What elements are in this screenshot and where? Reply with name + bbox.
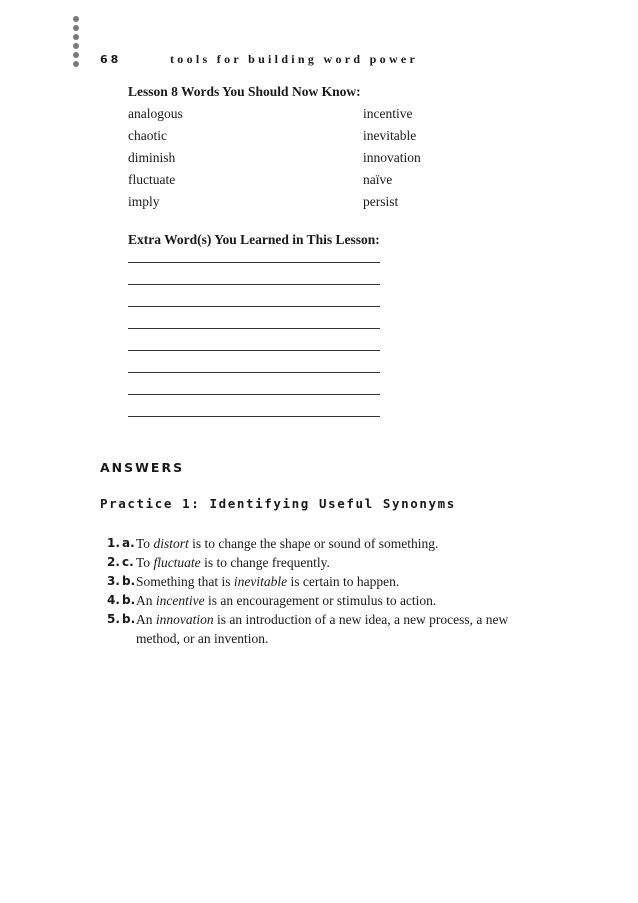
answer-letter: b. bbox=[122, 574, 136, 588]
page-header bbox=[100, 52, 418, 67]
words-section-title: Lesson 8 Words You Should Now Know: bbox=[128, 84, 361, 99]
answer-term: distort bbox=[153, 536, 189, 551]
blank-line bbox=[128, 416, 380, 417]
answer-item bbox=[100, 572, 540, 591]
blank-line bbox=[128, 394, 380, 395]
answer-number: 5. bbox=[107, 612, 120, 626]
answer-number: 3. bbox=[107, 574, 120, 588]
vocab-word: analogous bbox=[128, 106, 183, 121]
vocab-word: persist bbox=[363, 194, 399, 209]
word-list bbox=[128, 106, 448, 216]
blank-lines bbox=[128, 262, 380, 438]
answer-letter: b. bbox=[122, 593, 136, 607]
answer-text-pre: Something that is bbox=[136, 574, 234, 589]
answer-text bbox=[136, 553, 540, 572]
word-row bbox=[128, 194, 448, 216]
vocab-word: imply bbox=[128, 194, 160, 209]
answer-term: incentive bbox=[155, 593, 205, 608]
answer-text-pre: An bbox=[136, 612, 156, 627]
blank-line bbox=[128, 306, 380, 307]
answer-text-post: is to change the shape or sound of something. bbox=[188, 536, 439, 551]
blank-line bbox=[128, 372, 380, 373]
answer-term: inevitable bbox=[233, 574, 288, 589]
answer-text bbox=[136, 591, 540, 610]
answers-heading: ANSWERS bbox=[100, 460, 185, 475]
answer-item bbox=[100, 610, 540, 648]
vocab-word: naïve bbox=[363, 172, 393, 187]
vocab-word: fluctuate bbox=[128, 172, 176, 187]
vocab-word: chaotic bbox=[128, 128, 167, 143]
answer-number: 2. bbox=[107, 555, 120, 569]
answer-item bbox=[100, 534, 540, 553]
answer-text-post: is an introduction of a new idea, a new process, a new method, or an invention. bbox=[136, 612, 509, 646]
answer-term: innovation bbox=[155, 612, 214, 627]
answer-number: 4. bbox=[107, 593, 120, 607]
vocab-word: inevitable bbox=[363, 128, 417, 143]
word-row bbox=[128, 128, 448, 150]
answer-text-pre: An bbox=[136, 593, 156, 608]
blank-line bbox=[128, 328, 380, 329]
answer-text-post: is to change frequently. bbox=[200, 555, 330, 570]
answer-item bbox=[100, 591, 540, 610]
answer-letter: b. bbox=[122, 612, 136, 626]
decorative-dots bbox=[73, 16, 81, 66]
word-row bbox=[128, 172, 448, 194]
page-number: 68 bbox=[100, 53, 122, 66]
answer-letter: a. bbox=[122, 536, 135, 550]
answer-text-pre: To bbox=[136, 536, 154, 551]
answer-term: fluctuate bbox=[153, 555, 201, 570]
answer-item bbox=[100, 553, 540, 572]
running-title: tools for building word power bbox=[170, 52, 419, 66]
word-row bbox=[128, 106, 448, 128]
answer-list bbox=[100, 534, 540, 648]
answer-text bbox=[136, 534, 540, 553]
answer-letter: c. bbox=[122, 555, 134, 569]
answer-text-pre: To bbox=[136, 555, 154, 570]
answer-text bbox=[136, 572, 540, 591]
answer-number: 1. bbox=[107, 536, 120, 550]
blank-line bbox=[128, 262, 380, 263]
answer-text-post: is certain to happen. bbox=[287, 574, 400, 589]
blank-line bbox=[128, 350, 380, 351]
answer-text-post: is an encouragement or stimulus to action. bbox=[204, 593, 437, 608]
answer-text bbox=[136, 610, 540, 648]
extra-words-title: Extra Word(s) You Learned in This Lesson: bbox=[128, 232, 380, 247]
practice-heading: Practice 1: Identifying Useful Synonyms bbox=[100, 496, 456, 511]
vocab-word: diminish bbox=[128, 150, 176, 165]
vocab-word: incentive bbox=[363, 106, 413, 121]
blank-line bbox=[128, 284, 380, 285]
vocab-word: innovation bbox=[363, 150, 421, 165]
word-row bbox=[128, 150, 448, 172]
